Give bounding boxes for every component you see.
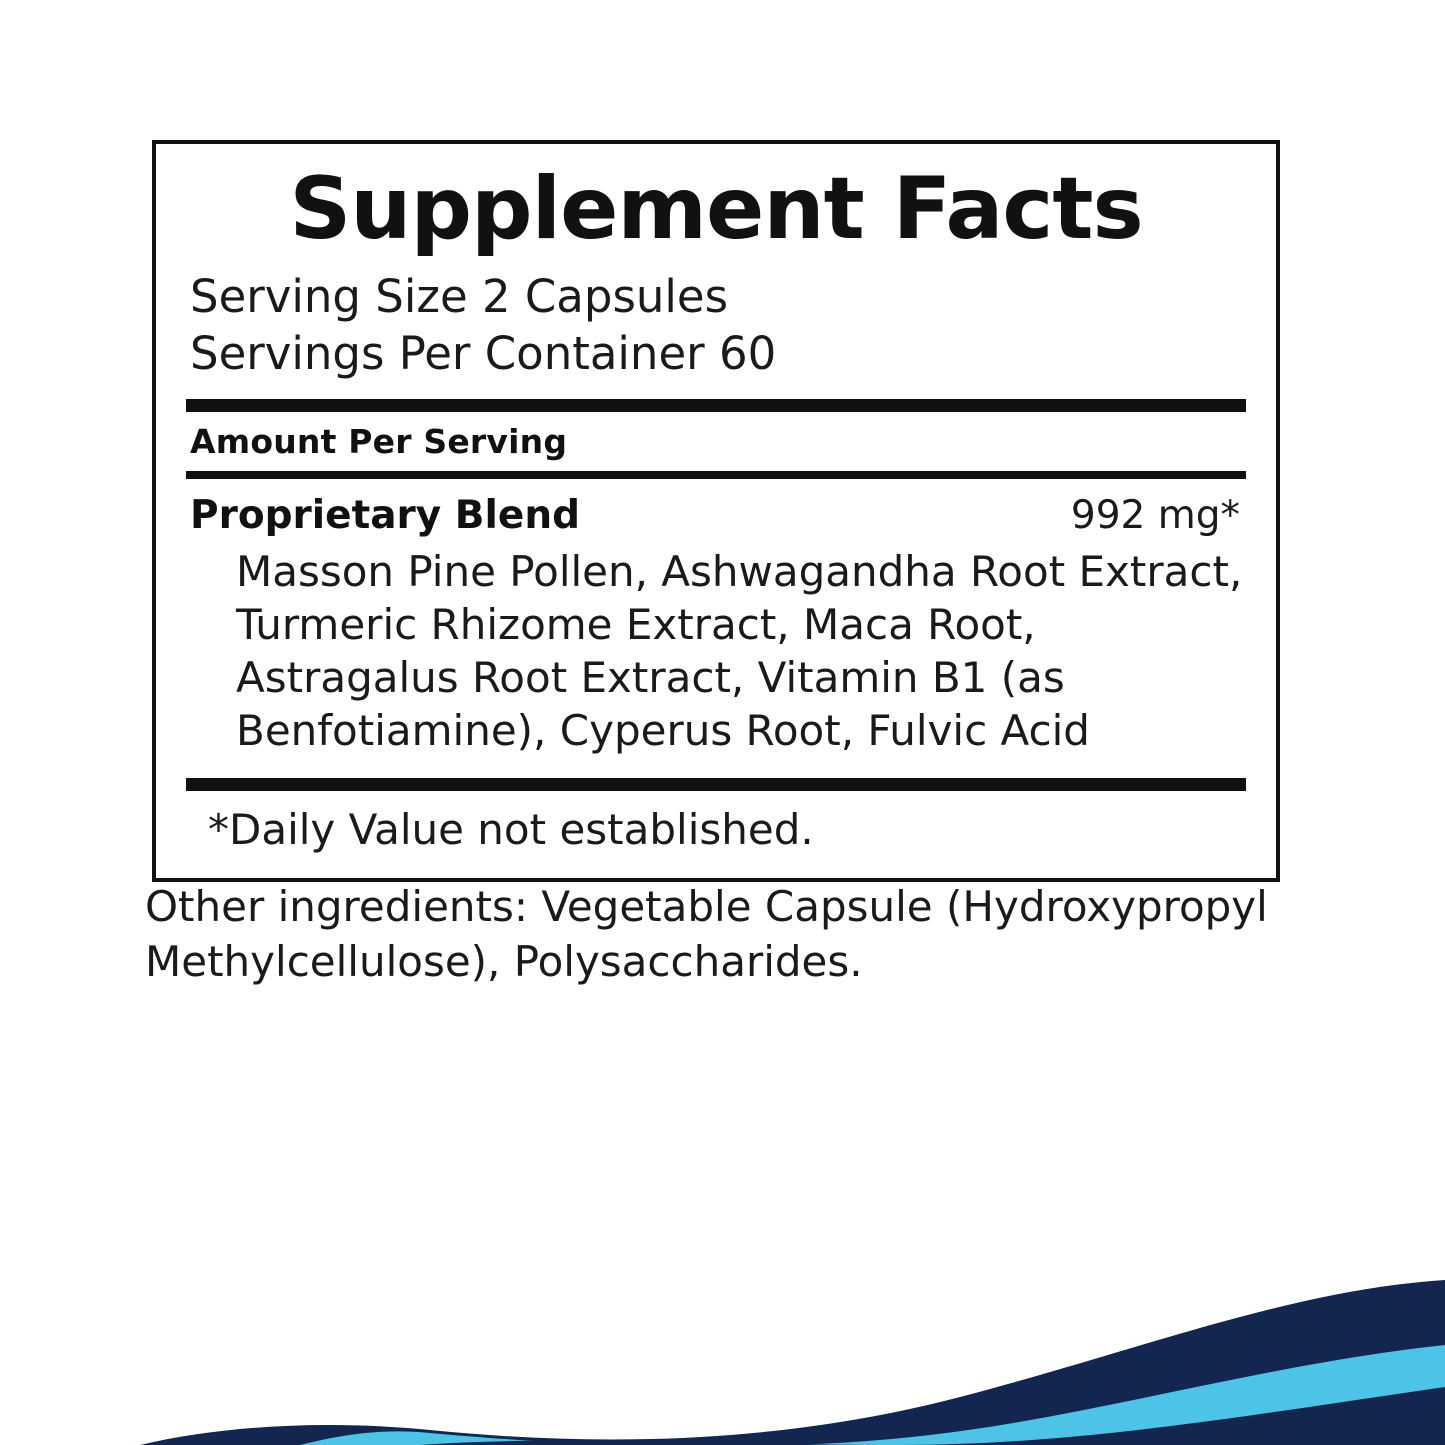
proprietary-blend-name: Proprietary Blend xyxy=(190,492,580,538)
divider-thick-bottom xyxy=(186,778,1246,791)
daily-value-footnote: *Daily Value not established. xyxy=(208,804,814,854)
amount-per-serving-header: Amount Per Serving xyxy=(190,421,568,461)
serving-size-line: Serving Size 2 Capsules xyxy=(190,269,729,323)
proprietary-blend-ingredients: Masson Pine Pollen, Ashwagandha Root Extract, Turmeric Rhizome Extract, Maca Root, Astragalus Root Extract, Vitamin B1 (as Benfotiamine), Cyperus Root, Fulvic Acid xyxy=(236,546,1243,755)
servings-per-container-line: Servings Per Container 60 xyxy=(190,327,777,381)
decorative-waves xyxy=(0,1115,1445,1445)
page-title: Supplement Facts xyxy=(289,159,1143,259)
other-ingredients-text: Other ingredients: Vegetable Capsule (Hydroxypropyl Methylcellulose), Polysaccharides. xyxy=(145,882,1268,986)
proprietary-blend-row xyxy=(186,479,1246,538)
divider-thick-top xyxy=(186,399,1246,412)
proprietary-blend-amount: 992 mg* xyxy=(1070,492,1240,538)
supplement-facts-panel xyxy=(152,140,1280,882)
divider-medium xyxy=(186,471,1246,479)
